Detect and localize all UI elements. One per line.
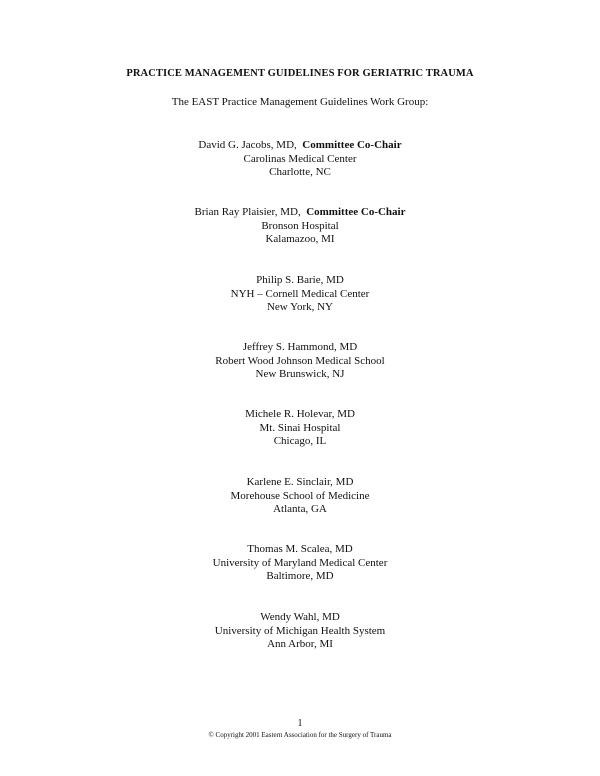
member-name-line	[0, 139, 600, 153]
member-name: Philip S. Barie, MD	[256, 274, 344, 286]
member-location: Baltimore, MD	[266, 570, 334, 582]
member-entry	[0, 274, 600, 315]
member-institution: Bronson Hospital	[261, 219, 339, 232]
member-name-line	[0, 206, 600, 220]
member-name: Thomas M. Scalea, MD	[247, 543, 353, 555]
member-location: New York, NY	[266, 301, 333, 313]
member-institution: Morehouse School of Medicine	[230, 489, 370, 502]
member-name: Jeffrey S. Hammond, MD	[242, 341, 358, 353]
member-institution: Carolinas Medical Center	[243, 152, 357, 165]
member-name: David G. Jacobs, MD,	[198, 139, 297, 151]
member-institution: Mt. Sinai Hospital	[259, 421, 341, 434]
member-entry	[0, 611, 600, 652]
copyright-notice: © Copyright 2001 Eastern Association for the Surgery of Trauma	[208, 731, 392, 739]
member-institution: University of Michigan Health System	[214, 624, 386, 637]
member-entry	[0, 139, 600, 180]
document-title: PRACTICE MANAGEMENT GUIDELINES FOR GERIATRIC TRAUMA	[126, 68, 474, 79]
member-institution: Robert Wood Johnson Medical School	[215, 354, 385, 367]
member-location: Ann Arbor, MI	[267, 638, 333, 650]
member-location: Charlotte, NC	[269, 166, 331, 178]
member-location: Kalamazoo, MI	[265, 233, 335, 245]
member-entry	[0, 408, 600, 449]
member-location: New Brunswick, NJ	[255, 368, 345, 380]
page-number: 1	[297, 718, 303, 729]
member-name: Brian Ray Plaisier, MD,	[194, 206, 301, 218]
member-location: Chicago, IL	[273, 435, 327, 447]
member-name: Michele R. Holevar, MD	[245, 408, 355, 420]
member-name: Wendy Wahl, MD	[260, 611, 340, 623]
member-entry	[0, 206, 600, 247]
member-institution: University of Maryland Medical Center	[212, 556, 388, 569]
member-entry	[0, 476, 600, 517]
member-entry	[0, 341, 600, 382]
work-group-heading: The EAST Practice Management Guidelines Work Group:	[171, 96, 429, 108]
member-entry	[0, 543, 600, 584]
member-role: Committee Co-Chair	[302, 139, 402, 151]
member-name: Karlene E. Sinclair, MD	[246, 476, 354, 488]
member-role: Committee Co-Chair	[306, 206, 406, 218]
member-location: Atlanta, GA	[273, 503, 327, 515]
member-institution: NYH – Cornell Medical Center	[230, 287, 370, 300]
